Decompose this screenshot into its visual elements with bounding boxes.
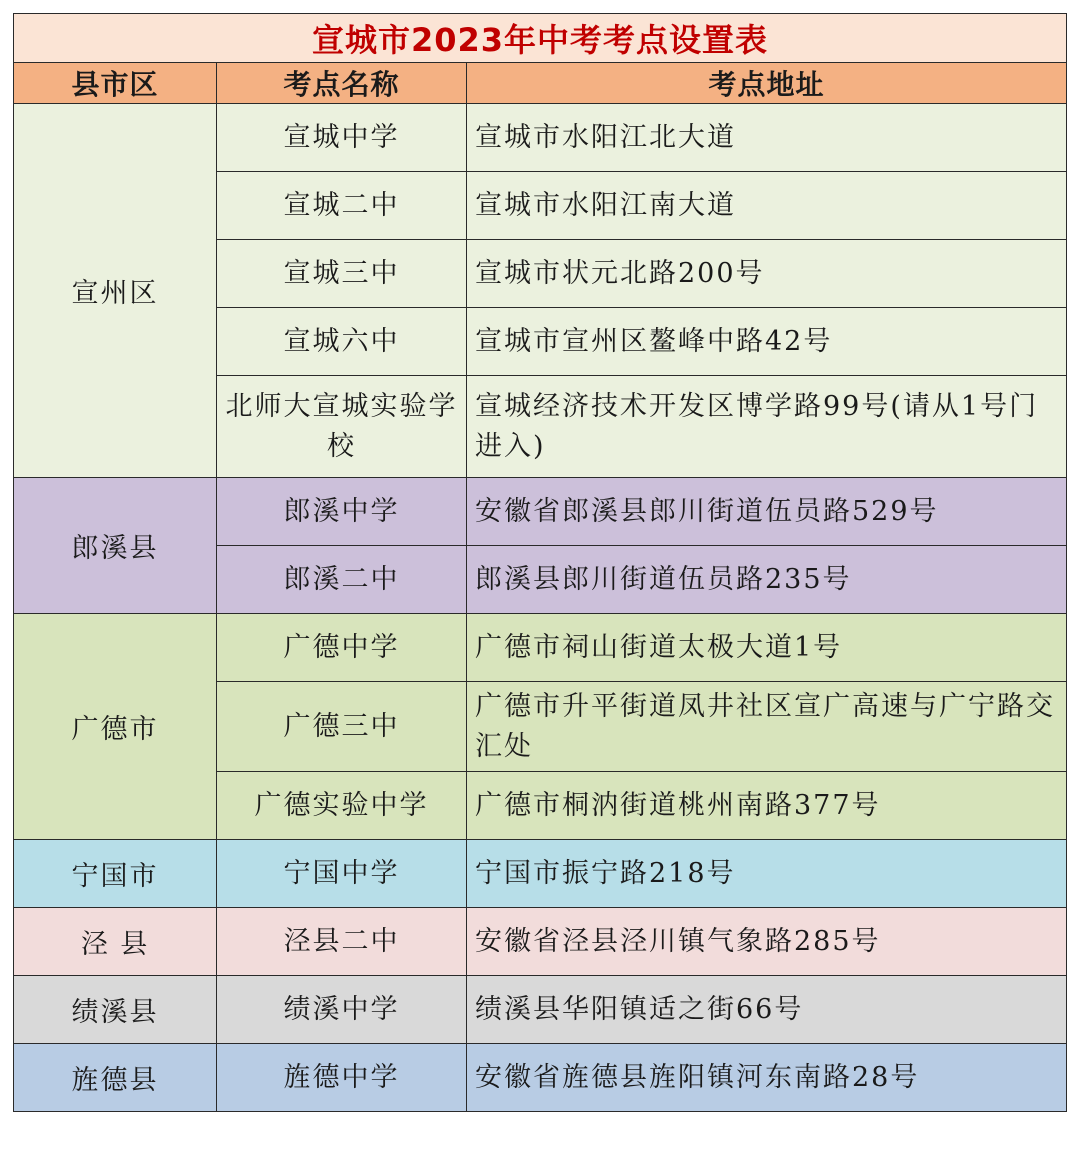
school-cell: 广德中学 bbox=[217, 614, 467, 682]
exam-site-table bbox=[13, 13, 1067, 1112]
table-row bbox=[14, 908, 1067, 976]
table-row bbox=[14, 614, 1067, 682]
address-cell: 安徽省泾县泾川镇气象路285号 bbox=[467, 908, 1067, 976]
school-cell: 广德实验中学 bbox=[217, 772, 467, 840]
header-row bbox=[14, 63, 1067, 104]
table-title: 宣城市2023年中考考点设置表 bbox=[14, 14, 1067, 63]
district-cell-jingxian: 泾 县 bbox=[14, 908, 217, 976]
district-cell-langxi: 郎溪县 bbox=[14, 478, 217, 614]
school-cell: 郎溪二中 bbox=[217, 546, 467, 614]
school-cell: 宣城二中 bbox=[217, 172, 467, 240]
title-row bbox=[14, 14, 1067, 63]
address-cell: 广德市升平街道凤井社区宣广高速与广宁路交汇处 bbox=[467, 682, 1067, 772]
table-row bbox=[14, 104, 1067, 172]
address-cell: 宣城经济技术开发区博学路99号(请从1号门进入) bbox=[467, 376, 1067, 478]
district-cell-ningguo: 宁国市 bbox=[14, 840, 217, 908]
school-cell: 郎溪中学 bbox=[217, 478, 467, 546]
address-cell: 宣城市水阳江南大道 bbox=[467, 172, 1067, 240]
school-cell: 宣城中学 bbox=[217, 104, 467, 172]
school-cell: 宣城六中 bbox=[217, 308, 467, 376]
school-cell: 宣城三中 bbox=[217, 240, 467, 308]
address-cell: 绩溪县华阳镇适之街66号 bbox=[467, 976, 1067, 1044]
exam-site-table-sheet bbox=[13, 13, 1066, 1146]
header-school: 考点名称 bbox=[217, 63, 467, 104]
district-cell-xuanzhou: 宣州区 bbox=[14, 104, 217, 478]
school-cell: 广德三中 bbox=[217, 682, 467, 772]
school-cell: 泾县二中 bbox=[217, 908, 467, 976]
school-cell: 北师大宣城实验学校 bbox=[217, 376, 467, 478]
address-cell: 安徽省旌德县旌阳镇河东南路28号 bbox=[467, 1044, 1067, 1112]
table-row bbox=[14, 976, 1067, 1044]
address-cell: 安徽省郎溪县郎川街道伍员路529号 bbox=[467, 478, 1067, 546]
address-cell: 郎溪县郎川街道伍员路235号 bbox=[467, 546, 1067, 614]
school-cell: 绩溪中学 bbox=[217, 976, 467, 1044]
school-cell: 旌德中学 bbox=[217, 1044, 467, 1112]
header-address: 考点地址 bbox=[467, 63, 1067, 104]
table-row bbox=[14, 1044, 1067, 1112]
address-cell: 广德市祠山街道太极大道1号 bbox=[467, 614, 1067, 682]
district-cell-guangde: 广德市 bbox=[14, 614, 217, 840]
address-cell: 宣城市水阳江北大道 bbox=[467, 104, 1067, 172]
address-cell: 宣城市状元北路200号 bbox=[467, 240, 1067, 308]
header-district: 县市区 bbox=[14, 63, 217, 104]
table-row bbox=[14, 840, 1067, 908]
address-cell: 宁国市振宁路218号 bbox=[467, 840, 1067, 908]
address-cell: 广德市桐汭街道桃州南路377号 bbox=[467, 772, 1067, 840]
address-cell: 宣城市宣州区鳌峰中路42号 bbox=[467, 308, 1067, 376]
district-cell-jingde: 旌德县 bbox=[14, 1044, 217, 1112]
district-cell-jixi: 绩溪县 bbox=[14, 976, 217, 1044]
table-row bbox=[14, 478, 1067, 546]
school-cell: 宁国中学 bbox=[217, 840, 467, 908]
